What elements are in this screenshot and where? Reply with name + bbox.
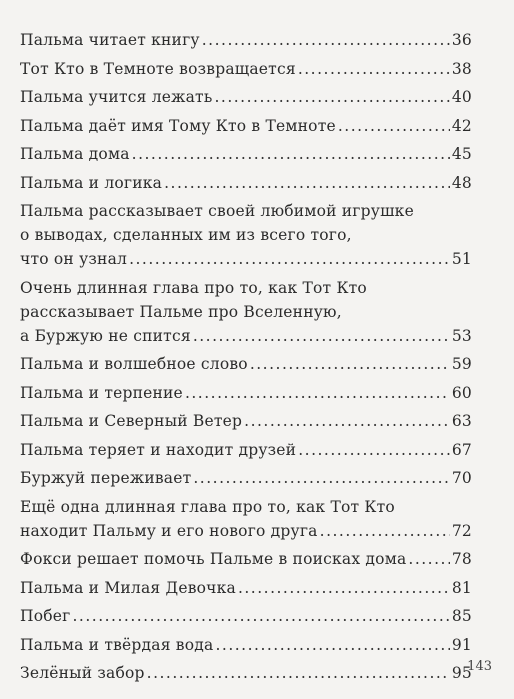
dot-leader	[147, 661, 450, 685]
toc-entry-page: 70	[451, 469, 472, 487]
toc-entry-page: 81	[451, 578, 472, 597]
toc-entry	[20, 199, 472, 271]
dot-leader	[250, 352, 450, 376]
toc-entry-page: 59	[451, 355, 472, 373]
dot-leader	[408, 547, 449, 571]
dot-leader	[244, 409, 450, 433]
toc-entry-title-line: находит Пальму и его нового друга	[20, 521, 318, 540]
dot-leader	[298, 57, 450, 81]
toc-entry-last-line	[20, 604, 472, 628]
toc-entry-last-line	[20, 57, 472, 81]
toc-entry	[20, 85, 472, 109]
toc-entry-last-line	[20, 466, 472, 490]
toc-entry	[20, 661, 472, 685]
toc-entry-title-line: Буржуй переживает	[20, 469, 192, 487]
toc-entry-title-line: рассказывает Пальме про Вселенную,	[20, 302, 342, 321]
toc-entry	[20, 171, 472, 195]
toc-entry	[20, 604, 472, 628]
table-of-contents	[20, 28, 472, 690]
toc-entry	[20, 114, 472, 138]
dot-leader	[215, 633, 449, 657]
toc-entry-title-line: Пальма и Северный Ветер	[20, 412, 243, 430]
dot-leader	[338, 114, 450, 138]
toc-entry-title-line: Пальма учится лежать	[20, 88, 213, 106]
toc-entry	[20, 633, 472, 657]
toc-entry-title-line: Пальма читает книгу	[20, 31, 200, 49]
dot-leader	[320, 519, 450, 543]
toc-entry-last-line	[20, 324, 472, 348]
dot-leader	[129, 247, 450, 271]
toc-entry-last-line	[20, 114, 472, 138]
toc-entry	[20, 352, 472, 376]
toc-entry-last-line	[20, 519, 472, 543]
toc-entry	[20, 466, 472, 490]
toc-entry	[20, 276, 472, 348]
toc-entry-page: 95	[451, 664, 472, 682]
toc-entry-last-line	[20, 547, 472, 571]
toc-entry-title-line: Ещё одна длинная глава про то, как Тот Кто	[20, 497, 395, 516]
toc-entry-title-line: о выводах, сделанных им из всего того,	[20, 226, 352, 244]
toc-entry-last-line	[20, 438, 472, 462]
dot-leader	[214, 85, 449, 109]
dot-leader	[238, 576, 450, 600]
toc-entry	[20, 142, 472, 166]
toc-entry-title-line: Пальма рассказывает своей любимой игрушке	[20, 202, 414, 220]
toc-entry-page: 40	[451, 88, 472, 106]
dot-leader	[193, 466, 450, 490]
dot-leader	[202, 28, 450, 52]
toc-entry-page: 42	[451, 116, 472, 135]
toc-entry-title-line: что он узнал	[20, 250, 128, 268]
toc-entry-title-line: Очень длинная глава про то, как Тот Кто	[20, 278, 367, 297]
toc-entry-title-line: Пальма и терпение	[20, 383, 183, 402]
dot-leader	[132, 142, 450, 166]
toc-entry-title-line: Тот Кто в Темноте возвращается	[20, 59, 296, 78]
toc-entry-page: 53	[451, 326, 472, 345]
toc-entry-title-line: а Буржую не спится	[20, 326, 191, 345]
toc-entry-last-line	[20, 85, 472, 109]
toc-entry-page: 72	[451, 521, 472, 540]
toc-entry-title-line: Пальма и твёрдая вода	[20, 635, 214, 654]
toc-entry	[20, 28, 472, 52]
toc-entry-page: 36	[451, 31, 472, 49]
toc-entry-last-line	[20, 28, 472, 52]
dot-leader	[164, 171, 450, 195]
toc-entry-last-line	[20, 171, 472, 195]
toc-entry-last-line	[20, 247, 472, 271]
toc-entry	[20, 57, 472, 81]
toc-entry-last-line	[20, 352, 472, 376]
toc-entry	[20, 495, 472, 543]
toc-entry-title-line: Пальма дома	[20, 145, 130, 163]
toc-entry	[20, 576, 472, 600]
toc-entry-title-line: Пальма и логика	[20, 173, 163, 192]
toc-entry-title-line: Пальма и волшебное слово	[20, 355, 248, 373]
toc-entry-title-line: Пальма и Милая Девочка	[20, 578, 236, 597]
toc-entry-title-line: Зелёный забор	[20, 664, 145, 682]
toc-entry-page: 51	[451, 250, 472, 268]
toc-entry-title-line: Пальма теряет и находит друзей	[20, 440, 297, 459]
toc-entry-last-line	[20, 633, 472, 657]
dot-leader	[298, 438, 450, 462]
toc-entry-last-line	[20, 142, 472, 166]
toc-entry-page: 78	[451, 550, 472, 568]
dot-leader	[72, 604, 449, 628]
toc-entry-page: 38	[451, 59, 472, 78]
toc-entry-page: 91	[451, 635, 472, 654]
toc-entry	[20, 547, 472, 571]
page-number: 143	[467, 659, 492, 674]
toc-entry	[20, 409, 472, 433]
toc-entry-page: 60	[451, 383, 472, 402]
toc-entry-last-line	[20, 409, 472, 433]
toc-entry-last-line	[20, 661, 472, 685]
toc-entry	[20, 438, 472, 462]
toc-entry-page: 48	[451, 173, 472, 192]
toc-entry-title-line: Пальма даёт имя Тому Кто в Темноте	[20, 116, 336, 135]
dot-leader	[193, 324, 450, 348]
toc-entry-last-line	[20, 381, 472, 405]
toc-entry	[20, 381, 472, 405]
toc-entry-page: 67	[451, 440, 472, 459]
toc-entry-page: 63	[451, 412, 472, 430]
toc-entry-page: 85	[451, 607, 472, 625]
dot-leader	[185, 381, 450, 405]
toc-entry-title-line: Побег	[20, 607, 71, 625]
toc-entry-last-line	[20, 576, 472, 600]
toc-entry-page: 45	[451, 145, 472, 163]
toc-entry-title-line: Фокси решает помочь Пальме в поисках дома	[20, 550, 407, 568]
